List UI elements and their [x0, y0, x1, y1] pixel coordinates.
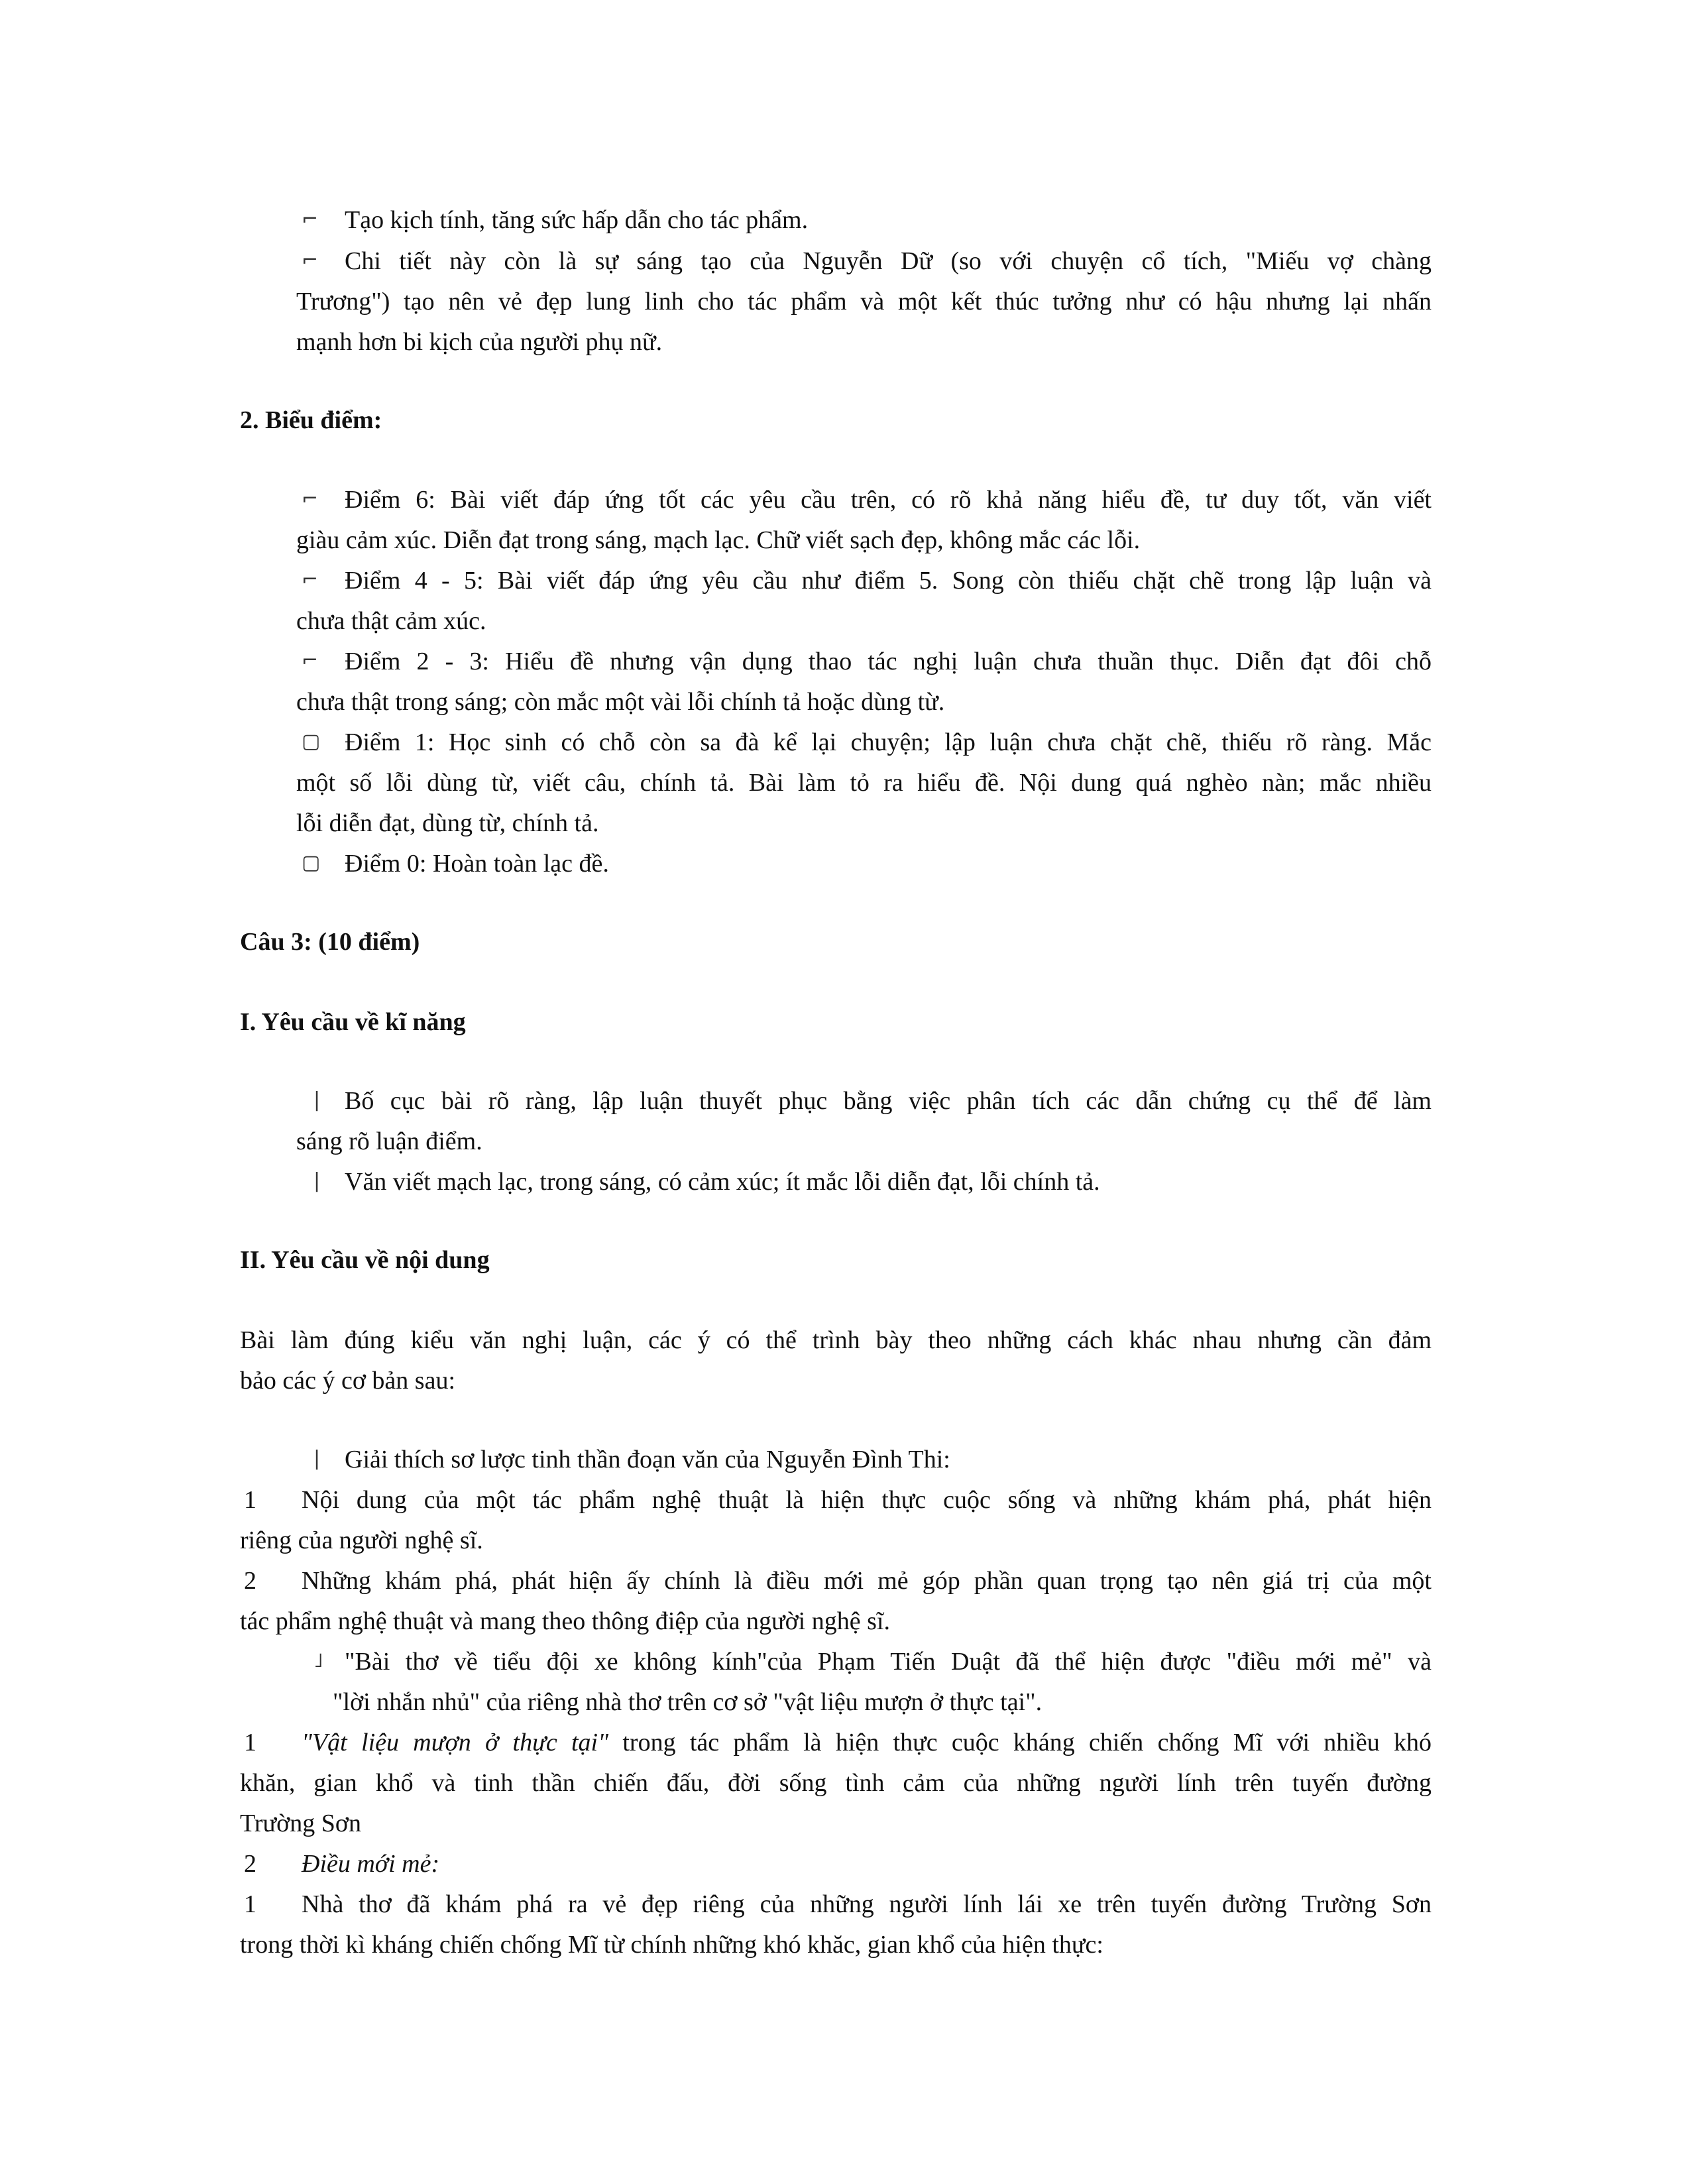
paragraph-line: chưa thật trong sáng; còn mắc một vài lỗi chính tả hoặc dùng từ. [296, 688, 945, 716]
paragraph-line: Tạo kịch tính, tăng sức hấp dẫn cho tác phẩm. [345, 206, 809, 234]
paragraph-line: giàu cảm xúc. Diễn đạt trong sáng, mạch lạc. Chữ viết sạch đẹp, không mắc các lỗi. [296, 526, 1141, 554]
list-number: 1 [244, 1486, 256, 1514]
paragraph-line: một số lỗi dùng từ, viết câu, chính tả. Bài làm tỏ ra hiểu đề. Nội dung quá nghèo nàn; mắc nhiều [296, 769, 1432, 797]
bullet-corner-icon: ⌐ [302, 487, 319, 510]
paragraph-line: Văn viết mạch lạc, trong sáng, có cảm xúc; ít mắc lỗi diễn đạt, lỗi chính tả. [345, 1168, 1100, 1196]
paragraph-line: Trường Sơn [240, 1810, 361, 1837]
paragraph-line: Nội dung của một tác phẩm nghệ thuật là hiện thực cuộc sống và những khám phá, phát hiện [302, 1486, 1432, 1514]
paragraph-line: mạnh hơn bi kịch của người phụ nữ. [296, 328, 663, 356]
paragraph-line: riêng của người nghệ sĩ. [240, 1526, 483, 1554]
section-heading: 2. Biểu điểm: [240, 406, 382, 434]
list-number: 2 [244, 1850, 256, 1878]
paragraph-line: lỗi diễn đạt, dùng từ, chính tả. [296, 809, 599, 837]
paragraph-line: "lời nhắn nhủ" của riêng nhà thơ trên cơ sở "vật liệu mượn ở thực tại". [333, 1688, 1042, 1716]
paragraph-line: Bài làm đúng kiểu văn nghị luận, các ý có thể trình bày theo những cách khác nhau nhưng cần đảm [240, 1326, 1432, 1354]
paragraph-text: trong tác phẩm là hiện thực cuộc kháng chiến chống Mĩ với nhiều khó [608, 1729, 1432, 1756]
list-number: 1 [244, 1729, 256, 1756]
paragraph-line: Điểm 2 - 3: Hiểu đề nhưng vận dụng thao tác nghị luận chưa thuần thục. Diễn đạt đôi chỗ [345, 648, 1432, 675]
paragraph-line: tác phẩm nghệ thuật và mang theo thông điệp của người nghệ sĩ. [240, 1607, 890, 1635]
list-number: 2 [244, 1567, 256, 1595]
bullet-hook-icon: ˩ [313, 1649, 323, 1672]
paragraph-line: sáng rõ luận điểm. [296, 1127, 482, 1155]
bullet-bar-icon: | [313, 1447, 321, 1470]
paragraph-line: Điểm 0: Hoàn toàn lạc đề. [345, 850, 609, 878]
bullet-bar-icon: | [313, 1169, 321, 1192]
paragraph-line: Nhà thơ đã khám phá ra vẻ đẹp riêng của những người lính lái xe trên tuyến đường Trường Sơn [302, 1890, 1432, 1918]
bullet-corner-icon: ⌐ [302, 649, 319, 672]
bullet-box-icon: ▢ [302, 730, 321, 753]
bullet-corner-icon: ⌐ [302, 207, 319, 231]
paragraph-line: trong thời kì kháng chiến chống Mĩ từ chính những khó khăc, gian khổ của hiện thực: [240, 1931, 1103, 1959]
section-heading: I. Yêu cầu về kĩ năng [240, 1008, 466, 1036]
italic-phrase: "Vật liệu mượn ở thực tại" [302, 1729, 609, 1756]
paragraph-line: chưa thật cảm xúc. [296, 607, 486, 635]
paragraph-line: Điểm 4 - 5: Bài viết đáp ứng yêu cầu như điểm 5. Song còn thiếu chặt chẽ trong lập luận và [345, 567, 1432, 595]
paragraph-line: khăn, gian khổ và tinh thần chiến đấu, đời sống tình cảm của những người lính trên tuyến đường [240, 1769, 1432, 1797]
paragraph-line: Điều mới mẻ: [302, 1850, 440, 1878]
paragraph-line: Những khám phá, phát hiện ấy chính là điều mới mẻ góp phần quan trọng tạo nên giá trị của một [302, 1567, 1432, 1595]
bullet-corner-icon: ⌐ [302, 249, 319, 272]
paragraph-line [302, 1723, 1432, 1763]
bullet-box-icon: ▢ [302, 851, 321, 874]
paragraph-line: Trương") tạo nên vẻ đẹp lung linh cho tác phẩm và một kết thúc tưởng như có hậu nhưng lại nhấn [296, 288, 1432, 316]
bullet-corner-icon: ⌐ [302, 568, 319, 591]
paragraph-line: Giải thích sơ lược tinh thần đoạn văn của Nguyễn Đình Thi: [345, 1446, 950, 1473]
question-heading: Câu 3: (10 điểm) [240, 928, 420, 956]
bullet-bar-icon: | [313, 1088, 321, 1112]
paragraph-line: bảo các ý cơ bản sau: [240, 1367, 456, 1395]
paragraph-line: Điểm 1: Học sinh có chỗ còn sa đà kể lại chuyện; lập luận chưa chặt chẽ, thiếu rõ ràng. Mắc [345, 728, 1432, 756]
paragraph-line: "Bài thơ về tiểu đội xe không kính"của Phạm Tiến Duật đã thể hiện được "điều mới mẻ" và [345, 1648, 1432, 1676]
paragraph-line: Chi tiết này còn là sự sáng tạo của Nguyễn Dữ (so với chuyện cổ tích, "Miếu vợ chàng [345, 247, 1432, 275]
paragraph-line: Điểm 6: Bài viết đáp ứng tốt các yêu cầu trên, có rõ khả năng hiểu đề, tư duy tốt, văn viết [345, 486, 1432, 514]
list-number: 1 [244, 1890, 256, 1918]
paragraph-line: Bố cục bài rõ ràng, lập luận thuyết phục bằng việc phân tích các dẫn chứng cụ thể để làm [345, 1087, 1432, 1115]
section-heading: II. Yêu cầu về nội dung [240, 1246, 490, 1274]
